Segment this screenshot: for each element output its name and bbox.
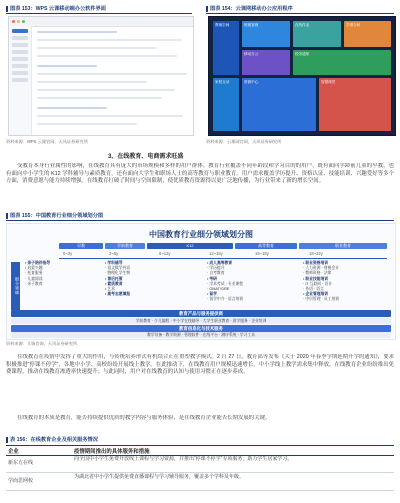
industry-chain-diagram: [6, 223, 396, 340]
tile: 在线作业: [293, 21, 341, 47]
segment-column: • 职业资格培训 · 人力资源 · 财税会计 · 教师资格 · 法律 • 职业技能培训 · IT 互联网 · 设计 · 外语 · 语言 • 企业管理培训 · 中层管理 · 员工培训: [303, 261, 340, 302]
figure-155-source: 资料来源：艾瑞咨询，天风证券研究所: [6, 341, 78, 346]
divider: [6, 220, 394, 221]
age-label: 12~15y: [209, 251, 223, 256]
age-label: 15~18y: [255, 251, 269, 256]
tile: 班级管理: [242, 21, 290, 47]
age-label: 0~3y: [63, 251, 73, 256]
segment-column: • 学科辅导 · 语文数学外语 · 物理化学生物 • 课后托管 • 素质教育 • 艺术 • 高考志愿填报: [105, 261, 131, 297]
diagram-title: 中国教育行业细分领域划分图: [149, 230, 253, 239]
figure-154-title: 图表 154：云课网移动办公应用程序: [206, 5, 293, 12]
header-company: 企业: [8, 449, 19, 455]
minimize-icon: [17, 20, 20, 23]
app-screenshot-153: [8, 16, 194, 136]
tile: 移动办公: [242, 50, 290, 75]
segment-column: • 亲子陪伴指导 • 启蒙兴趣 · 托育服务 · 儿童阅读 · 亲子教育: [25, 261, 51, 286]
age-label: 18~22y: [309, 251, 323, 256]
provider-band: 教育产品与服务提供商: [11, 310, 391, 317]
tab-early-education: 早教: [59, 243, 103, 249]
segment-column: • 成人高等教育 · 学历提升 · 自考教育 • 考研 · 学术考试 · 专业课程 · GMAT/GRE • 留学 · 留学中介 · 语言培训: [207, 261, 244, 302]
close-icon: [12, 20, 15, 23]
tile: 家校互动: [213, 78, 239, 131]
tab-higher-education: 高等教育: [235, 243, 297, 249]
window-titlebar: [9, 17, 193, 27]
app-sidebar: [9, 26, 32, 135]
cell-company: 新东方在线: [8, 460, 34, 466]
cell-company: 学而思网校: [8, 478, 34, 484]
tab-k12: K12: [147, 243, 233, 249]
section-heading: 3、在线教育、电商需求旺盛: [108, 154, 184, 160]
side-label: 细分领域: [11, 262, 20, 310]
table-row: [6, 474, 394, 491]
tile: 资源中心: [242, 78, 316, 131]
figure-153-source: 资料来源：WPS 云课官网，天风证券研究所: [6, 139, 88, 144]
header-services: 疫情期间推出的具体服务和措施: [74, 449, 150, 455]
cell-description: 为湖北省中小学生提供免费直播课程与学习辅导服务，覆盖多个学科及年级。: [74, 474, 245, 480]
provider-stripe: 学前教育 · 少儿编程 · 中小学在线辅导 · 大学生职业教育 · 留学服务 · 企业培训: [11, 318, 391, 324]
table-header: [6, 445, 394, 456]
age-label: 6~12y: [159, 251, 171, 256]
tile: 教师空间: [213, 21, 239, 75]
tile: 智慧课堂: [319, 78, 391, 131]
paragraph: 在线教育的本质是教育，能否持续提供优质的教学内容与服务体验，是在线教育企业能否长期发展的关键。: [17, 415, 271, 421]
figure-155-title: 图表 155：中国教育行业细分领域划分图: [6, 212, 103, 219]
paragraph: 受教育本身行业属性的影响，在线教育具有庞大的市场规模和多样的用户群体。教育行业覆盖不同年龄段和学习目的的用户，既有面向学龄前儿童的早教，也有面向中小学生的 K12 学科辅导与素质教育，还有面向大学生和职场人士的高等教育与职业教育。用户需求覆盖学历提升、资格认证、技能培训、兴趣爱好等多个方面，消费意愿与能力持续增强。在线教育打破了时间与空间限制，使优质教育资源得以更广泛地传播，为行业带来了新的增长空间。: [6, 163, 394, 185]
tab-preschool: 学前教育: [105, 243, 145, 249]
table-row: [6, 456, 394, 473]
divider: [206, 13, 394, 14]
maximize-icon: [22, 20, 25, 23]
figure-154-source: 资料来源：云课网官网，天风证券研究所: [206, 139, 282, 144]
age-label: 3~6y: [109, 251, 119, 256]
age-axis: [59, 251, 387, 259]
figure-153-title: 图表 153：WPS 云课移动端办公软件界面: [6, 5, 106, 12]
cell-description: 向全国中小学生免费开放线上课程与学习资源，并推出“停课不停学”专项服务，助力学生居家学习。: [74, 456, 293, 462]
tech-band: 教育信息化与技术服务: [11, 325, 391, 332]
divider: [6, 13, 192, 14]
tab-vocational: 职业教育: [299, 243, 387, 249]
paragraph: 在线教育在疫情中发挥了重大的作用，与传统培养形式有机结合正在重塑教学模式。2 月 27 日，教育部等发布《关于 2020 年春季学期延期开学的通知》，要求积极推进“停课不停学”，各地中小学、高校纷纷开展线上教学。在此推动下，在线教育用户规模迅速增长，中小学线上教学需求集中释放，在线教育企业纷纷推出免费课程，推动在线教育渗透率快速提升；与此同时，用户对在线教育的认知与使用习惯正在逐步养成。: [6, 354, 394, 376]
tech-stripe: 教学设备 · 教学资源 · 管理软件 · 在线平台 · 测评系统 · 学习工具: [11, 332, 391, 338]
table-156-title: 表 156：在线教育企业及相关服务情况: [6, 436, 98, 443]
tile: 校务通知: [293, 50, 391, 75]
tile: 学情分析: [344, 21, 391, 47]
app-screenshot-154: [208, 16, 396, 136]
